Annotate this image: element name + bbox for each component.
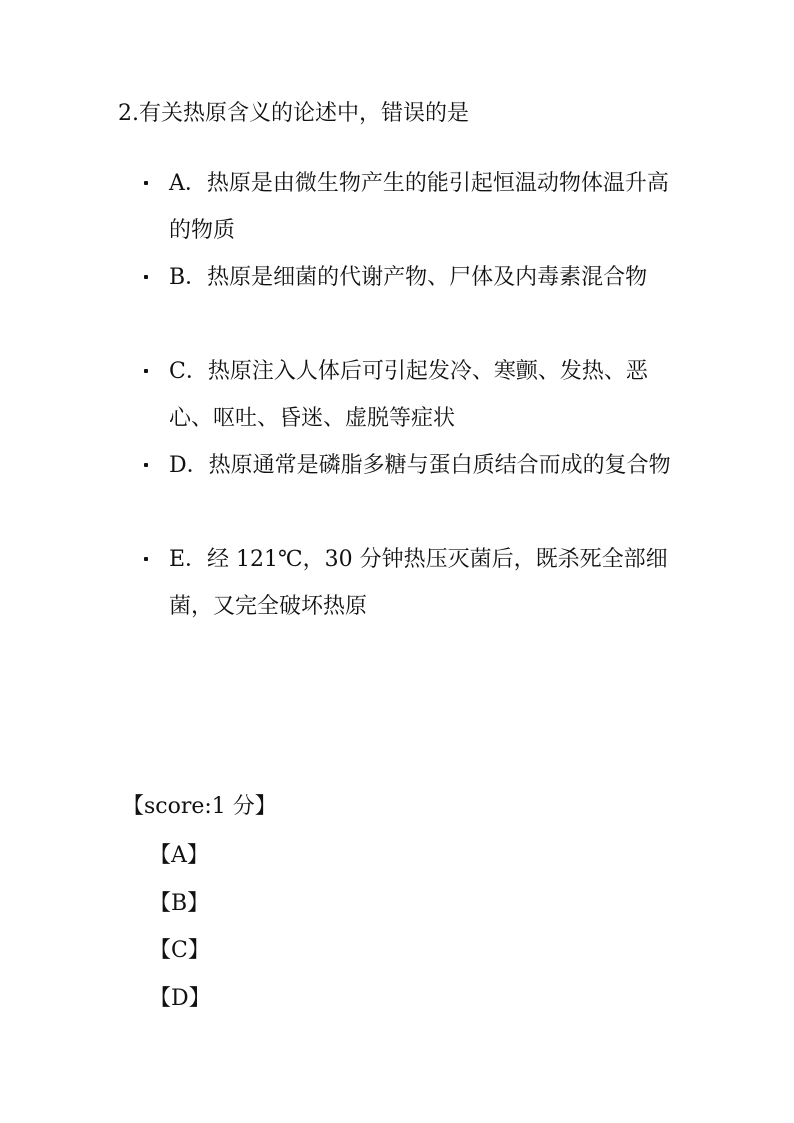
bullet-icon <box>144 557 148 561</box>
option-b-text: B．热原是细菌的代谢产物、尸体及内毒素混合物 <box>169 265 648 290</box>
bullet-icon <box>144 369 148 373</box>
bullet-icon <box>144 275 148 279</box>
option-a-text: A．热原是由微生物产生的能引起恒温动物体温升高的物质 <box>169 171 669 243</box>
option-e-text: E．经 121℃，30 分钟热压灭菌后，既杀死全部细菌，又完全破坏热原 <box>169 547 668 619</box>
answer-choice-d[interactable]: 【D】 <box>149 985 211 1011</box>
option-d-text: D．热原通常是磷脂多糖与蛋白质结合而成的复合物 <box>169 453 671 478</box>
answer-choice-a[interactable]: 【A】 <box>149 843 209 868</box>
option-c <box>144 348 674 442</box>
bullet-icon <box>144 463 148 467</box>
option-c-text: C．热原注入人体后可引起发冷、寒颤、发热、恶心、呕吐、昏迷、虚脱等症状 <box>169 359 648 431</box>
question-text: 2.有关热原含义的论述中，错误的是 <box>118 101 469 126</box>
option-b <box>144 254 674 348</box>
bullet-icon <box>144 181 148 185</box>
answer-choices <box>149 832 211 1022</box>
option-d <box>144 442 674 536</box>
option-e <box>144 536 674 630</box>
answer-choice-b[interactable]: 【B】 <box>149 890 210 916</box>
option-list <box>144 160 674 630</box>
score-label: 【score:1 分】 <box>122 794 277 819</box>
option-a <box>144 160 674 254</box>
answer-choice-c[interactable]: 【C】 <box>149 938 210 963</box>
